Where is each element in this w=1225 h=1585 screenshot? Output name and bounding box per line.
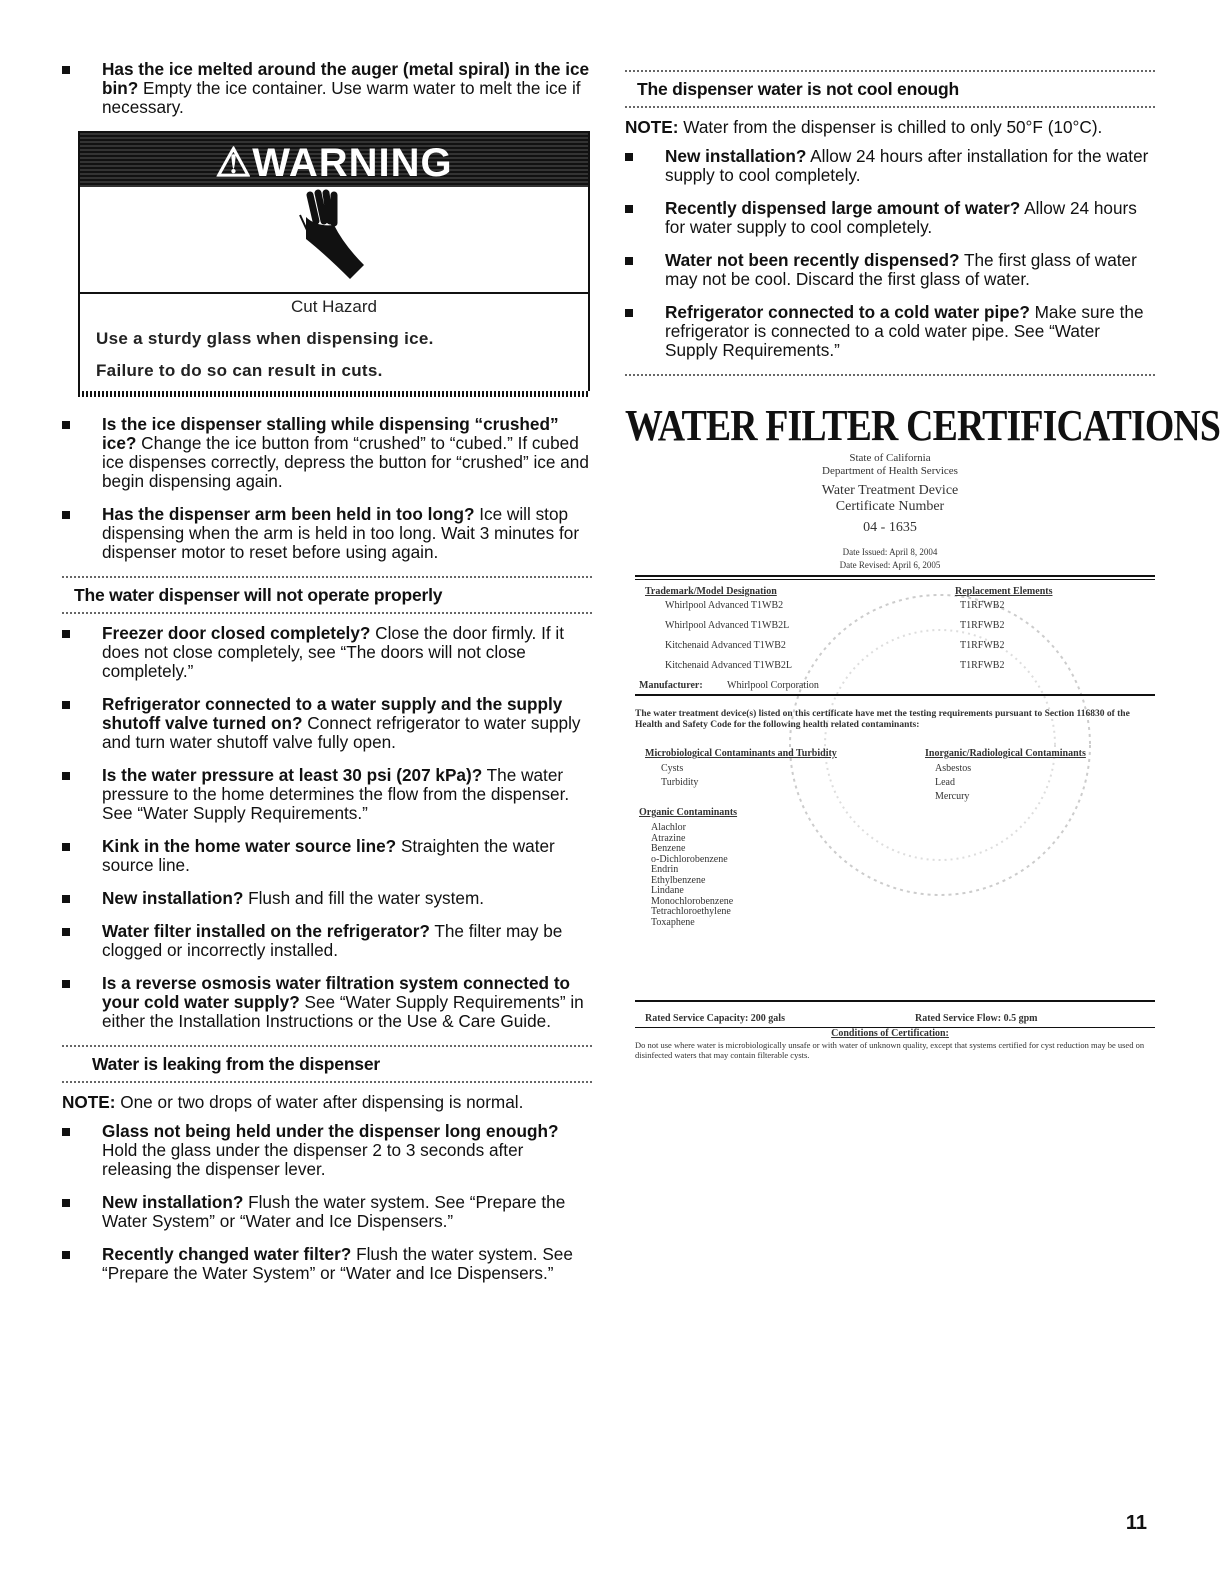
item-answer: Close the door firmly. If it does not close completely, see “The doors will not close completely.” [102,623,564,681]
bullet-icon [62,895,70,903]
item-answer: Ice will stop dispensing when the arm is held in too long. Wait 3 minutes for dispenser motor to reset before using again. [102,504,580,562]
cert-rule [635,1000,1155,1002]
item-answer: See “Water Supply Requirements” in either the Installation Instructions or the Use & Care Guide. [102,992,584,1031]
item-answer: Flush the water system. See “Prepare the Water System” or “Water and Ice Dispensers.” [102,1244,573,1283]
list-item [62,922,592,960]
page-number: 11 [1125,1512,1147,1534]
col-repl-head: Replacement Elements [955,586,1053,597]
divider [62,576,592,578]
item-question: Freezer door closed completely? [102,623,371,643]
list-item [62,889,592,908]
cert-statement: The water treatment device(s) listed on this certificate have met the testing requirements pursuant to Section 116830 of the Health and Safety Code for the following health related contaminants: [635,709,1130,730]
bullet-icon [62,1199,70,1207]
bullet-icon [62,1251,70,1259]
bullet-icon [62,1128,70,1136]
cert-revised: Date Revised: April 6, 2005 [839,560,941,570]
contaminant: Mercury [935,791,970,802]
bullet-icon [62,66,70,74]
cert-rule [635,694,1155,696]
divider [625,106,1155,108]
bullet-icon [62,511,70,519]
inorg-head: Inorganic/Radiological Contaminants [925,748,1086,759]
item-question: Kink in the home water source line? [102,836,397,856]
section-title: Water is leaking from the dispenser [92,1054,380,1074]
item-answer: The filter may be clogged or incorrectly installed. [102,921,563,960]
contaminant: Turbidity [661,777,699,788]
warning-dot-band [78,391,590,397]
section-heading-not-cool [625,70,1155,108]
section-title: The dispenser water is not cool enough [637,79,960,99]
leaking-list [62,1122,592,1283]
replacement-element: T1RFWB2 [960,600,1005,611]
cert-rule [635,579,1155,580]
contaminant: Asbestos [935,763,972,774]
item-question: Has the ice melted around the auger (metal spiral) in the ice bin? [102,59,590,98]
bullet-icon [625,257,633,265]
section-heading-not-operate [62,576,592,614]
micro-head: Microbiological Contaminants and Turbidity [645,748,837,759]
certificate [625,450,1155,1060]
divider-section-end [625,374,1155,382]
cut-hand-icon [80,187,588,294]
item-answer: Empty the ice container. Use warm water to melt the ice if necessary. [102,78,581,117]
item-question: Is the ice dispenser stalling while dispensing “crushed” ice? [102,414,559,453]
list-item [62,695,592,752]
california-seal-watermark [775,580,1105,910]
contaminant: Cysts [661,763,684,774]
cert-rule [635,575,1155,577]
bullet-icon [62,630,70,638]
section-title: The water dispenser will not operate properly [74,585,443,605]
leaking-note [62,1093,592,1112]
divider [62,1045,592,1047]
ice-items-mid [62,415,592,562]
item-answer: The first glass of water may not be cool. Discard the first glass of water. [665,250,1137,289]
contaminant: Atrazine [651,832,686,844]
list-item [62,1122,592,1179]
warning-message [80,297,588,393]
item-answer: Hold the glass under the dispenser 2 to 3 seconds after releasing the dispenser lever. [102,1140,524,1179]
item-question: New installation? [102,1192,244,1212]
list-item [62,505,592,562]
cert-state: State of California [849,452,931,464]
item-answer: Make sure the refrigerator is connected to a cold water pipe. See “Water Supply Requirements.” [665,302,1144,360]
section-heading-leaking [62,1045,592,1083]
list-item [62,974,592,1031]
item-question: Is a reverse osmosis water filtration system connected to your cold water supply? [102,973,571,1012]
divider [62,1081,592,1083]
item-answer: Connect refrigerator to water supply and turn water shutoff valve fully open. [102,713,581,752]
warning-line-1: Use a sturdy glass when dispensing ice. [96,329,434,348]
contaminant: Monochlorobenzene [651,895,734,907]
cert-dept: Department of Health Services [822,465,958,477]
contaminant: Endrin [651,864,679,875]
bullet-icon [62,701,70,709]
model-designation: Whirlpool Advanced T1WB2L [665,620,790,631]
cert-device: Water Treatment Device [821,483,959,498]
item-question: Glass not being held under the dispenser long enough? [102,1121,559,1141]
item-question: Is the water pressure at least 30 psi (207 kPa)? [102,765,483,785]
manufacturer-label: Manufacturer: [639,680,703,691]
contaminant: Toxaphene [651,916,695,928]
warning-title: ⚠WARNING [215,141,453,185]
cert-label: Certificate Number [835,499,945,514]
item-answer: The water pressure to the home determines the flow from the dispenser. See “Water Supply Requirements.” [102,765,570,823]
bullet-icon [62,843,70,851]
list-item [62,1245,592,1283]
contaminant: Alachlor [651,822,686,833]
divider [62,612,592,614]
item-question: Water not been recently dispensed? [665,250,960,270]
item-answer: Allow 24 hours after installation for the water supply to cool completely. [665,146,1149,185]
list-item [625,199,1155,237]
item-answer: Flush and fill the water system. [243,888,485,908]
page-title: WATER FILTER CERTIFICATIONS [625,401,1221,450]
bullet-icon [62,772,70,780]
list-item [62,60,592,117]
warning-line-2: Failure to do so can result in cuts. [96,361,383,380]
replacement-element: T1RFWB2 [960,660,1005,671]
bullet-icon [62,421,70,429]
replacement-element: T1RFWB2 [960,620,1005,631]
list-item [625,147,1155,185]
conditions-head: Conditions of Certification: [831,1028,949,1039]
list-item [62,837,592,875]
divider [625,374,1155,376]
model-designation: Kitchenaid Advanced T1WB2 [665,640,786,651]
right-column [625,70,1221,481]
divider [625,70,1155,72]
note-text: One or two drops of water after dispensing is normal. [115,1092,524,1112]
list-item [62,766,592,823]
warning-box [78,131,590,393]
bullet-icon [625,309,633,317]
bullet-icon [625,205,633,213]
org-head: Organic Contaminants [639,807,738,818]
item-question: Refrigerator connected to a water supply and the supply shutoff valve turned on? [102,694,563,733]
col-model-head: Trademark/Model Designation [645,586,777,597]
conditions-text: Do not use where water is microbiologically unsafe or with water of unknown quality, except that systems certified for cyst reduction may be used on disinfected waters that may contain filterable cysts. [635,1040,1145,1060]
list-item [62,1193,592,1231]
contaminant: Lindane [651,885,684,896]
model-designation: Kitchenaid Advanced T1WB2L [665,660,793,671]
item-question: Has the dispenser arm been held in too long? [102,504,475,524]
list-item [625,251,1155,289]
item-answer: Straighten the water source line. [102,836,555,875]
ice-items-top [62,60,592,117]
item-answer: Flush the water system. See “Prepare the Water System” or “Water and Ice Dispensers.” [102,1192,566,1231]
item-question: Refrigerator connected to a cold water pipe? [665,302,1030,322]
item-answer: Change the ice button from “crushed” to “cubed.” If cubed ice dispenses correctly, depress the button for “crushed” ice and begin dispensing again. [102,433,589,491]
list-item [625,303,1155,360]
cert-number: 04 - 1635 [863,520,917,535]
note-text: Water from the dispenser is chilled to only 50°F (10°C). [678,117,1103,137]
bullet-icon [625,153,633,161]
item-answer: Allow 24 hours for water supply to cool completely. [665,198,1137,237]
item-question: Water filter installed on the refrigerator? [102,921,430,941]
item-question: Recently changed water filter? [102,1244,352,1264]
not-operate-list [62,624,592,1031]
cert-issued: Date Issued: April 8, 2004 [842,547,938,557]
item-question: Recently dispensed large amount of water? [665,198,1021,218]
contaminant: Tetrachloroethylene [651,906,731,917]
replacement-element: T1RFWB2 [960,640,1005,651]
not-cool-note [625,118,1155,137]
contaminant: o-Dichlorobenzene [651,853,728,865]
warning-hazard: Cut Hazard [291,297,377,316]
note-label: NOTE: [62,1092,116,1112]
bullet-icon [62,928,70,936]
warning-band [80,133,588,187]
bullet-icon [62,980,70,988]
manufacturer: Whirlpool Corporation [727,680,819,691]
item-question: New installation? [665,146,807,166]
model-designation: Whirlpool Advanced T1WB2 [665,600,784,611]
left-column [62,60,592,1297]
note-label: NOTE: [625,117,679,137]
contaminant: Ethylbenzene [651,874,706,886]
rated-capacity: Rated Service Capacity: 200 gals [645,1013,785,1024]
not-cool-list [625,147,1155,360]
list-item [62,624,592,681]
rated-flow: Rated Service Flow: 0.5 gpm [915,1013,1038,1024]
contaminant: Benzene [651,843,686,854]
item-question: New installation? [102,888,244,908]
contaminant: Lead [935,777,955,788]
list-item [62,415,592,491]
